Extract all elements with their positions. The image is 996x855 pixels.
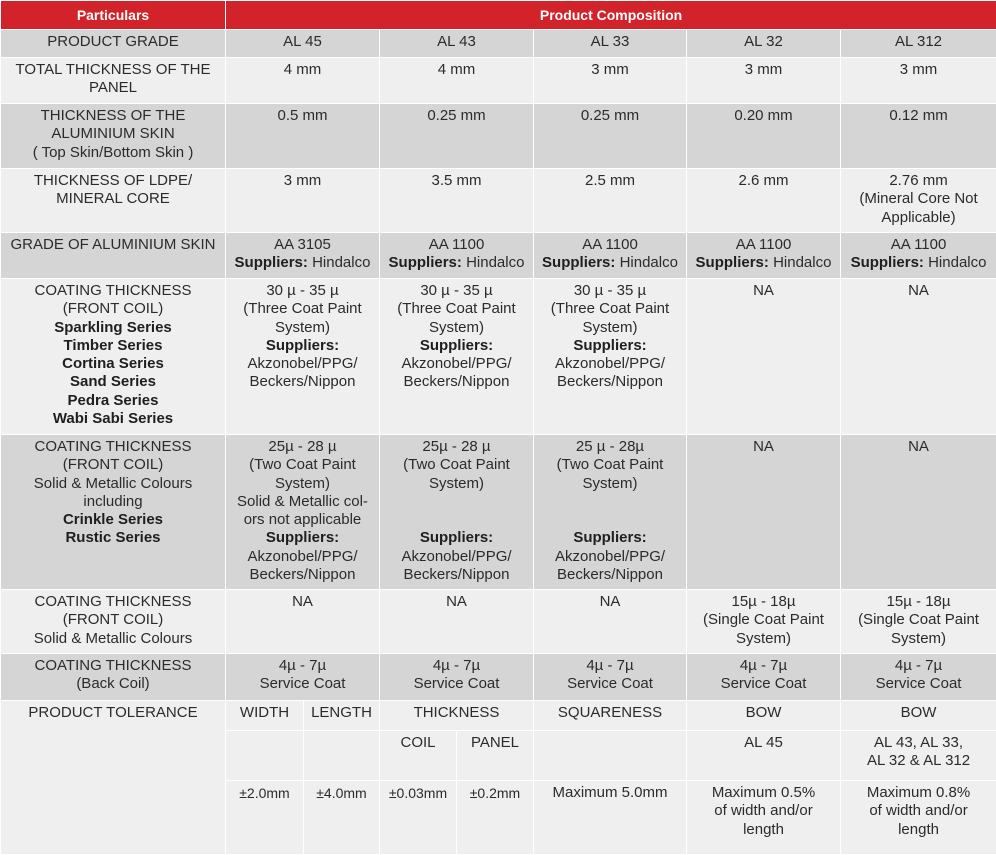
range-value: 15µ - 18µ <box>886 593 951 610</box>
range-value: 25µ - 28 µ <box>268 438 337 455</box>
row-coating-solid <box>1 435 996 590</box>
range-value: 4µ - 7µ <box>739 657 788 674</box>
supplier-name: Beckers/Nippon <box>557 373 663 391</box>
cell-al43 <box>380 435 534 590</box>
cell-al312 <box>841 169 996 233</box>
supplier-name: Beckers/Nippon <box>403 373 510 391</box>
suppliers-label: Suppliers: <box>695 254 769 272</box>
row-skin-thickness <box>1 104 996 169</box>
row-label <box>1 104 226 169</box>
service-coat: Service Coat <box>875 675 962 693</box>
range-value: 30 µ - 35 µ <box>420 282 493 299</box>
paint-system: System) <box>891 629 947 647</box>
row-label: GRADE OF ALUMINIUM SKIN <box>1 233 226 279</box>
particulars-header: Particulars <box>1 1 226 30</box>
cell-al43 <box>380 279 534 435</box>
paint-system: System) <box>274 474 330 492</box>
grade-value: AA 1100 <box>890 236 947 253</box>
value-line: of width and/or <box>869 802 968 820</box>
range-value: 4µ - 7µ <box>278 657 327 674</box>
paint-system: (Three Coat Paint <box>243 300 362 318</box>
paint-system: System) <box>428 474 484 492</box>
composition-header: Product Composition <box>226 1 996 30</box>
paint-system: System) <box>582 318 638 336</box>
cell-al33: 0.25 mm <box>534 104 687 169</box>
cell-al33: 3 mm <box>534 58 687 104</box>
value-line: of width and/or <box>714 802 813 820</box>
supplier-name: Akzonobel/PPG/ <box>247 547 358 565</box>
cell-al32 <box>687 233 841 279</box>
suppliers-label: Suppliers: <box>573 336 647 354</box>
cell-al32 <box>687 654 841 701</box>
row-total-thickness <box>1 58 996 104</box>
cell-al43 <box>380 233 534 279</box>
supplier-name: Beckers/Nippon <box>249 566 356 584</box>
row-label <box>1 169 226 233</box>
paint-system: System) <box>735 629 791 647</box>
suppliers-label: Suppliers: <box>419 336 494 354</box>
row-product-grade <box>1 30 996 58</box>
cell-al312: NA <box>841 435 996 590</box>
note-line: ors not applicable <box>243 511 362 529</box>
supplier-name: Akzonobel/PPG/ <box>401 355 512 373</box>
suppliers-label: Suppliers: <box>234 254 308 272</box>
series-name: Cortina Series <box>62 355 164 373</box>
cell-al45 <box>226 654 380 701</box>
spacer <box>382 493 531 530</box>
tolerance-bow-header: BOW <box>841 701 996 731</box>
grade-value: AA 3105 <box>274 236 331 253</box>
suppliers-label: Suppliers: <box>573 529 647 547</box>
supplier-name: Hindalco <box>619 254 678 272</box>
tolerance-coil-value: ±0.03mm <box>380 781 457 855</box>
tolerance-bow-header: BOW <box>687 701 841 731</box>
cell-al32: 0.20 mm <box>687 104 841 169</box>
cell-al32: 2.6 mm <box>687 169 841 233</box>
tolerance-panel-header: PANEL <box>457 731 534 781</box>
cell-al312 <box>841 590 996 654</box>
cell-al312: 0.12 mm <box>841 104 996 169</box>
tolerance-length-value: ±4.0mm <box>304 781 380 855</box>
suppliers-label: Suppliers: <box>265 529 340 547</box>
supplier-name: Beckers/Nippon <box>403 566 510 584</box>
tolerance-thickness-header: THICKNESS <box>380 701 534 731</box>
cell-al312 <box>841 654 996 701</box>
cell-al32: NA <box>687 279 841 435</box>
cell-al312 <box>841 233 996 279</box>
suppliers-label: Suppliers: <box>419 529 494 547</box>
cell-al33 <box>534 435 687 590</box>
supplier-name: Hindalco <box>466 254 525 272</box>
service-coat: Service Coat <box>413 675 500 693</box>
empty-cell <box>534 731 687 781</box>
range-value: 4µ - 7µ <box>586 657 634 674</box>
row-label <box>1 279 226 435</box>
series-name: Crinkle Series <box>62 511 164 529</box>
paint-system: System) <box>582 474 638 492</box>
cell-al45 <box>226 233 380 279</box>
range-value: 4µ - 7µ <box>894 657 943 674</box>
row-tolerance-headers <box>1 701 996 731</box>
cell-al45: AL 45 <box>226 30 380 58</box>
cell-al43: AL 43 <box>380 30 534 58</box>
cell-al312: NA <box>841 279 996 435</box>
tolerance-bow-al45: AL 45 <box>687 731 841 781</box>
supplier-name: Akzonobel/PPG/ <box>554 547 666 565</box>
range-value: 30 µ - 35 µ <box>266 282 339 299</box>
series-name: Wabi Sabi Series <box>52 410 174 428</box>
label-line: COATING THICKNESS <box>34 282 192 299</box>
tolerance-squareness-header: SQUARENESS <box>534 701 687 731</box>
range-value: 30 µ - 35 µ <box>573 282 647 299</box>
cell-al32: AL 32 <box>687 30 841 58</box>
label-line: ALUMINIUM SKIN <box>51 125 175 143</box>
cell-al45 <box>226 435 380 590</box>
value-line: (Mineral Core Not <box>859 190 978 208</box>
label-line: COATING THICKNESS <box>34 657 192 674</box>
series-name: Sparkling Series <box>54 318 172 336</box>
paint-system: (Three Coat Paint <box>550 300 670 318</box>
value-line: Applicable) <box>881 208 956 226</box>
tolerance-coil-header: COIL <box>380 731 457 781</box>
row-label: PRODUCT TOLERANCE <box>1 701 226 855</box>
service-coat: Service Coat <box>720 675 807 693</box>
supplier-name: Akzonobel/PPG/ <box>554 355 666 373</box>
label-line: including <box>83 492 143 510</box>
paint-system: System) <box>428 318 484 336</box>
cell-al45: 0.5 mm <box>226 104 380 169</box>
tolerance-squareness-value: Maximum 5.0mm <box>534 781 687 855</box>
paint-system: (Single Coat Paint <box>858 611 979 629</box>
row-label: PRODUCT GRADE <box>1 30 226 58</box>
paint-system: (Three Coat Paint <box>397 300 516 318</box>
label-line: COATING THICKNESS <box>34 593 192 610</box>
empty-cell <box>226 731 304 781</box>
grade-value: AA 1100 <box>582 236 638 253</box>
cell-al32 <box>687 590 841 654</box>
supplier-name: Hindalco <box>312 254 371 272</box>
cell-al33: NA <box>534 590 687 654</box>
tolerance-bow-others <box>841 731 996 781</box>
range-value: 25 µ - 28µ <box>575 438 645 455</box>
label-line: (FRONT COIL) <box>62 300 164 318</box>
supplier-name: Hindalco <box>928 254 987 272</box>
label-line: Solid & Metallic Colours <box>33 474 193 492</box>
paint-system: (Two Coat Paint <box>556 456 664 474</box>
cell-al312: AL 312 <box>841 30 996 58</box>
paint-system: (Two Coat Paint <box>249 456 356 474</box>
cell-al43: 3.5 mm <box>380 169 534 233</box>
tolerance-width-value: ±2.0mm <box>226 781 304 855</box>
value-line: length <box>743 820 784 838</box>
tolerance-bow-others-value <box>841 781 996 855</box>
range-value: 4µ - 7µ <box>432 657 481 674</box>
cell-al32: NA <box>687 435 841 590</box>
row-coating-single <box>1 590 996 654</box>
suppliers-label: Suppliers: <box>850 254 924 272</box>
cell-al43: NA <box>380 590 534 654</box>
grade-list: AL 43, AL 33, <box>874 734 963 751</box>
row-label <box>1 590 226 654</box>
supplier-name: Beckers/Nippon <box>557 566 663 584</box>
suppliers-label: Suppliers: <box>265 336 340 354</box>
supplier-name: Beckers/Nippon <box>249 373 356 391</box>
suppliers-label: Suppliers: <box>388 254 462 272</box>
range-value: 15µ - 18µ <box>731 593 796 610</box>
grade-value: AA 1100 <box>735 236 792 253</box>
supplier-name: Akzonobel/PPG/ <box>247 355 358 373</box>
paint-system: (Two Coat Paint <box>403 456 510 474</box>
label-line: THICKNESS OF THE <box>40 107 186 124</box>
value-line: Maximum 0.5% <box>711 784 816 801</box>
cell-al312: 3 mm <box>841 58 996 104</box>
cell-al32: 3 mm <box>687 58 841 104</box>
tolerance-length-header: LENGTH <box>304 701 380 731</box>
empty-cell <box>304 731 380 781</box>
series-name: Sand Series <box>70 373 156 391</box>
label-line: MINERAL CORE <box>56 190 170 208</box>
paint-system: (Single Coat Paint <box>703 611 824 629</box>
cell-al45: 4 mm <box>226 58 380 104</box>
series-name: Pedra Series <box>67 391 159 409</box>
label-line: COATING THICKNESS <box>34 438 192 455</box>
supplier-name: Hindalco <box>773 254 832 272</box>
service-coat: Service Coat <box>259 675 346 693</box>
label-line: Solid & Metallic Colours <box>33 629 193 647</box>
value-line: length <box>898 820 939 838</box>
series-name: Rustic Series <box>65 529 161 547</box>
label-line: (FRONT COIL) <box>62 611 164 629</box>
cell-al45: 3 mm <box>226 169 380 233</box>
cell-al43: 4 mm <box>380 58 534 104</box>
value-line: Maximum 0.8% <box>866 784 971 801</box>
service-coat: Service Coat <box>567 675 653 693</box>
tolerance-panel-value: ±0.2mm <box>457 781 534 855</box>
cell-al45 <box>226 279 380 435</box>
cell-al33: 2.5 mm <box>534 169 687 233</box>
row-label <box>1 654 226 701</box>
spacer <box>536 493 684 530</box>
header-row <box>1 1 996 30</box>
cell-al33 <box>534 654 687 701</box>
grade-value: AA 1100 <box>428 236 485 253</box>
label-line: (Back Coil) <box>76 675 150 693</box>
supplier-name: Akzonobel/PPG/ <box>401 547 512 565</box>
value-line: 2.76 mm <box>889 172 948 189</box>
cell-al33 <box>534 233 687 279</box>
row-label: TOTAL THICKNESS OF THE PANEL <box>1 58 226 104</box>
cell-al43 <box>380 654 534 701</box>
label-line: ( Top Skin/Bottom Skin ) <box>32 143 194 161</box>
cell-al45: NA <box>226 590 380 654</box>
row-label <box>1 435 226 590</box>
cell-al43: 0.25 mm <box>380 104 534 169</box>
label-line: (FRONT COIL) <box>62 456 164 474</box>
row-core-thickness <box>1 169 996 233</box>
range-value: 25µ - 28 µ <box>422 438 491 455</box>
tolerance-bow-al45-value <box>687 781 841 855</box>
cell-al33: AL 33 <box>534 30 687 58</box>
tolerance-width-header: WIDTH <box>226 701 304 731</box>
row-coating-series <box>1 279 996 435</box>
cell-al33 <box>534 279 687 435</box>
label-line: THICKNESS OF LDPE/ <box>33 172 193 189</box>
grade-list: AL 32 & AL 312 <box>866 752 971 770</box>
row-skin-grade <box>1 233 996 279</box>
row-coating-back <box>1 654 996 701</box>
note-line: Solid & Metallic col- <box>237 492 368 510</box>
paint-system: System) <box>274 318 330 336</box>
series-name: Timber Series <box>63 336 163 354</box>
suppliers-label: Suppliers: <box>542 254 616 272</box>
